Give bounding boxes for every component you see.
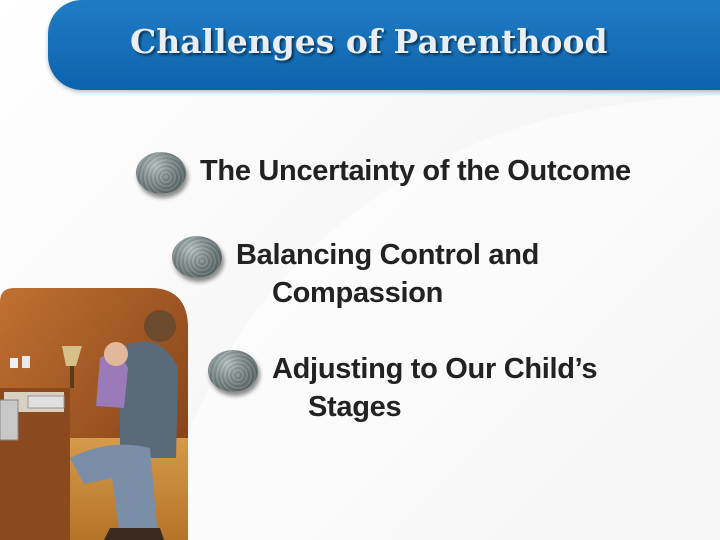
bullet-line: The Uncertainty of the Outcome	[200, 155, 631, 187]
bullet-item	[208, 350, 597, 426]
bullet-text	[272, 350, 597, 426]
bullet-text	[200, 152, 631, 190]
stone-bullet-icon	[172, 236, 222, 278]
slide-title: Challenges of Parenthood	[130, 22, 608, 61]
bullet-line-continued: Stages	[308, 391, 402, 423]
bullet-item	[136, 152, 631, 194]
bullet-line: Adjusting to Our Child’s	[272, 353, 598, 385]
bullet-text	[236, 236, 539, 312]
bullet-line: Balancing Control and	[236, 239, 540, 271]
parent-holding-baby-at-computer-photo	[0, 288, 188, 540]
bullet-line-continued: Compassion	[272, 277, 444, 309]
stone-bullet-icon	[208, 350, 258, 392]
bullet-item	[172, 236, 539, 312]
stone-bullet-icon	[136, 152, 186, 194]
title-bar	[48, 0, 720, 90]
